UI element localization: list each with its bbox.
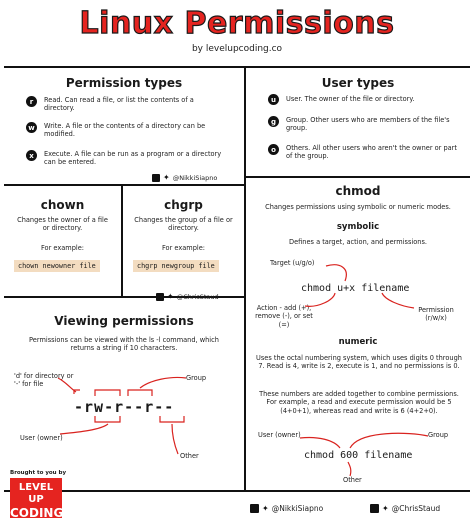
numeric-user-label: User (owner) — [258, 431, 301, 439]
read-desc: Read. Can read a file, or list the contents of a directory. — [44, 96, 194, 113]
numeric-desc-1: Uses the octal numbering system, which uses digits 0 through 7. Read is 4, write is 2, execute is 1, and no permissions is 0. — [256, 354, 462, 371]
footer-handle-1-text: @NikkiSiapno — [271, 504, 324, 513]
numeric-command: chmod 600 filename — [304, 450, 413, 461]
permission-string: -rw-r--r-- — [74, 398, 175, 416]
viewing-desc: Permissions can be viewed with the ls -l command, which returns a string if 10 characters. — [29, 336, 219, 353]
chgrp-desc: Changes the group of a file or directory. — [134, 216, 233, 233]
viewing-user-label: User (owner) — [20, 434, 63, 442]
chgrp-heading: chgrp — [164, 198, 203, 212]
dir-label: 'd' for directory or '-' for file — [14, 372, 74, 389]
symbolic-heading: symbolic — [336, 222, 380, 232]
linkedin-icon — [250, 504, 259, 513]
twitter-icon: ✦ — [382, 504, 389, 513]
user-types-heading: User types — [321, 76, 395, 90]
read-badge: r — [26, 96, 37, 107]
chown-desc: Changes the owner of a file or directory. — [17, 216, 108, 233]
numeric-group-label: Group — [428, 431, 449, 439]
target-label: Target (u/g/o) — [270, 259, 315, 267]
twitter-icon: ✦ — [167, 292, 174, 301]
user-desc: User. The owner of the file or directory. — [286, 95, 415, 103]
chgrp-example: chgrp newgroup file — [133, 260, 219, 272]
footer-handle-2[interactable] — [370, 504, 440, 513]
chmod-heading: chmod — [335, 184, 381, 198]
level-up-logo — [10, 478, 62, 518]
footer-handle-2-text: @ChrisStaud — [391, 504, 441, 513]
linkedin-icon — [370, 504, 379, 513]
chmod-desc: Changes permissions using symbolic or numeric modes. — [265, 203, 451, 211]
symbolic-desc: Defines a target, action, and permissions. — [289, 238, 427, 246]
twitter-icon: ✦ — [262, 504, 269, 513]
group-desc: Group. Other users who are members of the file's group. — [286, 116, 450, 133]
twitter-icon: ✦ — [163, 173, 170, 182]
viewing-other-label: Other — [180, 452, 199, 460]
chgrp-example-label: For example: — [161, 244, 205, 252]
group-badge: g — [268, 116, 279, 127]
others-desc: Others. All other users who aren't the owner or part of the group. — [286, 144, 457, 161]
numeric-heading: numeric — [338, 337, 378, 347]
numeric-desc-2: These numbers are added together to combine permissions. For example, a read and execute permission would be 5 (4+0+1), whereas read and write is 6 (4+2+0). — [259, 390, 459, 415]
execute-desc: Execute. A file can be run as a program or a directory can be entered. — [44, 150, 222, 167]
chown-heading: chown — [40, 198, 85, 212]
viewing-group-label: Group — [186, 374, 207, 382]
user-badge: u — [268, 94, 279, 105]
execute-badge: x — [26, 150, 37, 161]
permission-types-heading: Permission types — [65, 76, 183, 90]
others-badge: o — [268, 144, 279, 155]
numeric-other-label: Other — [343, 476, 362, 484]
social-handle-1-text: @NikkiSiapno — [172, 173, 218, 182]
brought-by: Brought to you by — [10, 470, 67, 476]
write-desc: Write. A file or the contents of a directory can be modified. — [44, 122, 206, 139]
write-badge: w — [26, 122, 37, 133]
byline: by levelupcoding.co — [191, 44, 283, 54]
action-label: Action - add (+), remove (-), or set (=) — [255, 304, 313, 329]
chown-example-label: For example: — [40, 244, 84, 252]
viewing-heading: Viewing permissions — [54, 314, 194, 328]
logo-line-1: LEVEL UP — [18, 482, 54, 505]
chown-example: chown newowner file — [14, 260, 100, 272]
footer-handle-1[interactable] — [250, 504, 323, 513]
permission-label: Permission (r/w/x) — [418, 306, 454, 323]
symbolic-command: chmod u+x filename — [301, 283, 410, 294]
page-title: Linux Permissions — [79, 6, 395, 41]
logo-line-2: CODING — [10, 506, 64, 520]
social-handle-2-text: @ChrisStaud — [176, 292, 219, 301]
